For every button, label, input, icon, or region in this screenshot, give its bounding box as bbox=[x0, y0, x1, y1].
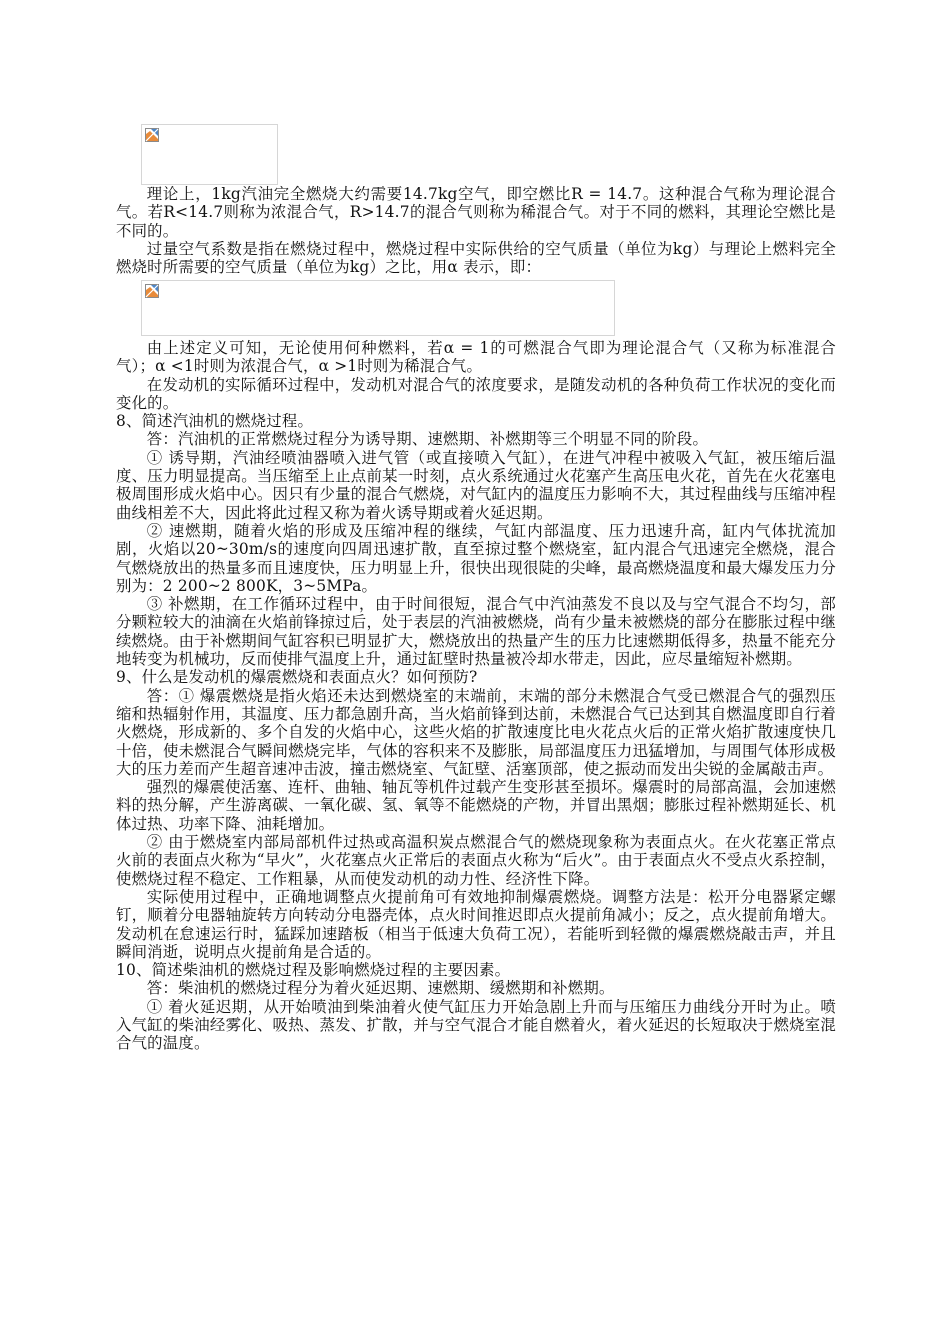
question-heading: 10、简述柴油机的燃烧过程及影响燃烧过程的主要因素。 bbox=[116, 961, 511, 980]
paragraph: 由上述定义可知，无论使用何种燃料，若α = 1的可燃混合气即为理论混合气（又称为标准混合气）；α <1时则为浓混合气，α >1时则为稀混合气。 bbox=[116, 339, 836, 376]
paragraph: ① 诱导期，汽油经喷油器喷入进气管（或直接喷入气缸），在进气冲程中被吸入气缸，被压缩后温度、压力明显提高。当压缩至上止点前某一时刻，点火系统通过火花塞产生高压电火花，首先在火花塞电极周围形成火焰中心。因只有少量的混合气燃烧，对气缸内的温度压力影响不大，其过程曲线与压缩冲程曲线相差不大，因此将此过程又称为着火诱导期或着火延迟期。 bbox=[116, 448, 836, 522]
broken-image-icon bbox=[145, 284, 159, 298]
paragraph: 过量空气系数是指在燃烧过程中，燃烧过程中实际供给的空气质量（单位为kg）与理论上燃料完全燃烧时所需要的空气质量（单位为kg）之比，用α 表示，即： bbox=[116, 239, 836, 277]
question-heading: 8、简述汽油机的燃烧过程。 bbox=[116, 412, 314, 431]
formula-image-placeholder bbox=[141, 124, 278, 185]
paragraph: ② 由于燃烧室内部局部机件过热或高温积炭点燃混合气的燃烧现象称为表面点火。在火花塞正常点火前的表面点火称为“早火”，火花塞点火正常后的表面点火称为“后火”。由于表面点火不受点火系控制，使燃烧过程不稳定、工作粗暴，从而使发动机的动力性、经济性下降。 bbox=[116, 833, 836, 888]
paragraph: 强烈的爆震使活塞、连杆、曲轴、轴瓦等机件过载产生变形甚至损坏。爆震时的局部高温，会加速燃料的热分解，产生游离碳、一氧化碳、氢、氧等不能燃烧的产物，并冒出黑烟；膨胀过程补燃期延长、机体过热、功率下降、油耗增加。 bbox=[116, 778, 836, 833]
paragraph: 在发动机的实际循环过程中，发动机对混合气的浓度要求，是随发动机的各种负荷工作状况的变化而变化的。 bbox=[116, 375, 836, 412]
paragraph: 答：汽油机的正常燃烧过程分为诱导期、速燃期、补燃期等三个明显不同的阶段。 bbox=[146, 430, 709, 449]
paragraph: ③ 补燃期，在工作循环过程中，由于时间很短，混合气中汽油蒸发不良以及与空气混合不均匀，部分颗粒较大的油滴在火焰前锋掠过后，处于表层的汽油被燃烧，尚有少量未被燃烧的部分在膨胀过程中继续燃烧。由于补燃期间气缸容积已明显扩大，燃烧放出的热量产生的压力比速燃期低得多，热量不能充分地转变为机械功，反而使排气温度上升，通过缸壁时热量被冷却水带走，因此，应尽量缩短补燃期。 bbox=[116, 595, 836, 669]
text-block-2 bbox=[116, 339, 836, 1053]
question-heading: 9、什么是发动机的爆震燃烧和表面点火？如何预防? bbox=[116, 668, 478, 687]
broken-image-icon bbox=[145, 128, 159, 142]
paragraph: 答：① 爆震燃烧是指火焰还未达到燃烧室的末端前，末端的部分未燃混合气受已燃混合气的强烈压缩和热辐射作用，其温度、压力都急剧升高，当火焰前锋到达前，未燃混合气已达到其自燃温度即自行着火燃烧，形成新的、多个自发的火焰中心，这些火焰的扩散速度比电火花点火后的正常火焰扩散速度快几十倍，使未燃混合气瞬间燃烧完毕，气体的容积来不及膨胀，局部温度压力迅猛增加，与周围气体形成极大的压力差而产生超音速冲击波，撞击燃烧室、气缸壁、活塞顶部，使之振动而发出尖锐的金属敲击声。 bbox=[116, 686, 836, 778]
paragraph: ① 着火延迟期，从开始喷油到柴油着火使气缸压力开始急剧上升而与压缩压力曲线分开时为止。喷入气缸的柴油经雾化、吸热、蒸发、扩散，并与空气混合才能自燃着火，着火延迟的长短取决于燃烧室混合气的温度。 bbox=[116, 997, 836, 1053]
text-block-1 bbox=[116, 185, 836, 276]
formula-image-placeholder bbox=[141, 280, 615, 336]
paragraph: 实际使用过程中，正确地调整点火提前角可有效地抑制爆震燃烧。调整方法是：松开分电器紧定螺钉，顺着分电器轴旋转方向转动分电器壳体，点火时间推迟即点火提前角减小；反之，点火提前角增大。发动机在怠速运行时，猛踩加速踏板（相当于低速大负荷工况），若能听到轻微的爆震燃烧敲击声，并且瞬间消逝，说明点火提前角是合适的。 bbox=[116, 887, 836, 961]
paragraph: ② 速燃期，随着火焰的形成及压缩冲程的继续，气缸内部温度、压力迅速升高，缸内气体扰流加剧，火焰以20~30m/s的速度向四周迅速扩散，直至掠过整个燃烧室，缸内混合气迅速完全燃烧，混合气燃烧放出的热量多而且速度快，压力明显上升，很快出现很陡的尖峰，最高燃烧温度和最大爆发压力分别为：2 200~2 800K，3~5MPa。 bbox=[116, 521, 836, 595]
paragraph: 答：柴油机的燃烧过程分为着火延迟期、速燃期、缓燃期和补燃期。 bbox=[146, 979, 615, 998]
paragraph: 理论上，1kg汽油完全燃烧大约需要14.7kg空气，即空燃比R = 14.7。这种混合气称为理论混合气。若R<14.7则称为浓混合气，R>14.7的混合气则称为稀混合气。对于不同的燃料，其理论空燃比是不同的。 bbox=[116, 185, 836, 240]
